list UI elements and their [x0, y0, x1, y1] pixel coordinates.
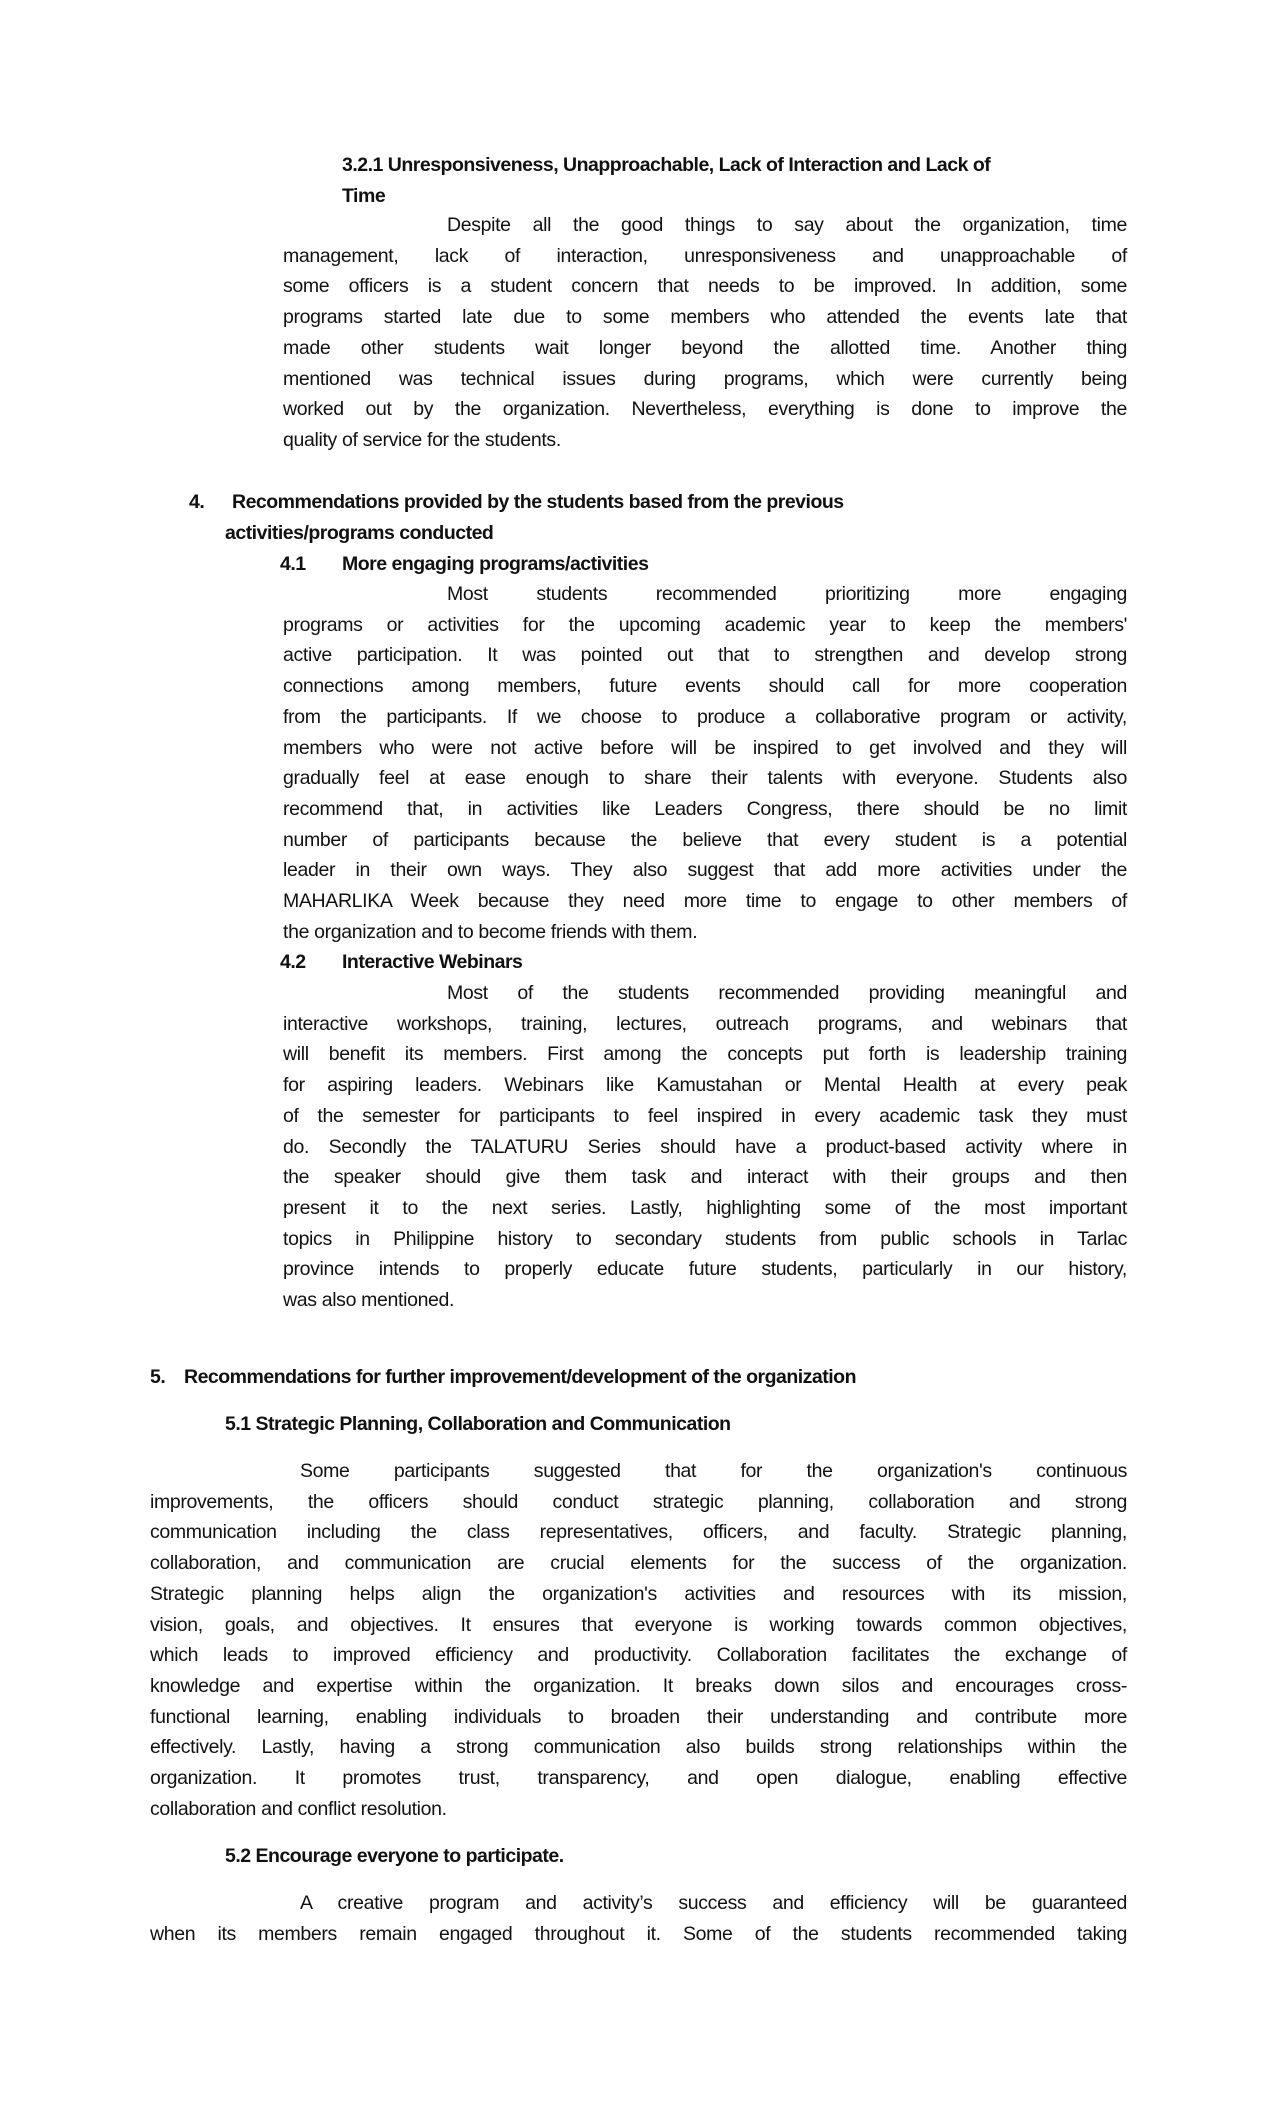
section-number: 5.: [150, 1366, 166, 1388]
paragraph-line: worked out by the organization. Nevertheless, everything is done to improve the: [283, 398, 1127, 421]
heading-line: activities/programs conducted: [225, 521, 494, 544]
section-number: 4.2: [280, 951, 306, 973]
paragraph-line: members who were not active before will be inspired to get involved and they will: [283, 736, 1127, 759]
paragraph-5-2: [150, 1888, 1127, 1949]
section-title: 5.2 Encourage everyone to participate.: [225, 1845, 564, 1867]
paragraph-line: Some participants suggested that for the organization's continuous: [300, 1460, 1127, 1482]
paragraph-line: for aspiring leaders. Webinars like Kamustahan or Mental Health at every peak: [283, 1074, 1127, 1097]
paragraph-line: leader in their own ways. They also suggest that add more activities under the: [283, 859, 1127, 882]
heading-line: Recommendations provided by the students based from the previous: [232, 491, 844, 513]
paragraph-line: made other students wait longer beyond the allotted time. Another thing: [283, 336, 1127, 359]
paragraph-line: number of participants because the believe that every student is a potential: [283, 828, 1127, 851]
paragraph-line: of the semester for participants to feel inspired in every academic task they must: [283, 1104, 1127, 1127]
paragraph-line: mentioned was technical issues during programs, which were currently being: [283, 367, 1127, 390]
paragraph-line: vision, goals, and objectives. It ensures that everyone is working towards common objectives,: [150, 1613, 1127, 1636]
heading-line: Time: [342, 184, 386, 207]
heading-line: 3.2.1 Unresponsiveness, Unapproachable, Lack of Interaction and Lack of: [342, 154, 991, 176]
paragraph-line: programs started late due to some members who attended the events late that: [283, 306, 1127, 329]
paragraph-line: from the participants. If we choose to produce a collaborative program or activity,: [283, 705, 1127, 728]
paragraph-line: MAHARLIKA Week because they need more time to engage to other members of: [283, 890, 1127, 913]
paragraph-line: improvements, the officers should conduct strategic planning, collaboration and strong: [150, 1490, 1127, 1513]
paragraph-line: which leads to improved efficiency and productivity. Collaboration facilitates the exchange of: [150, 1644, 1127, 1667]
paragraph-line: communication including the class representatives, officers, and faculty. Strategic planning,: [150, 1521, 1127, 1544]
paragraph-line: management, lack of interaction, unresponsiveness and unapproachable of: [283, 244, 1127, 267]
section-title: Recommendations for further improvement/development of the organization: [184, 1366, 856, 1388]
paragraph-line: recommend that, in activities like Leaders Congress, there should be no limit: [283, 797, 1127, 820]
paragraph-5-1: [150, 1456, 1127, 1824]
paragraph-line: connections among members, future events should call for more cooperation: [283, 675, 1127, 698]
paragraph-line: some officers is a student concern that needs to be improved. In addition, some: [283, 275, 1127, 298]
paragraph-line: functional learning, enabling individuals to broaden their understanding and contribute more: [150, 1705, 1127, 1728]
section-title: Interactive Webinars: [342, 951, 523, 973]
paragraph-line: province intends to properly educate future students, particularly in our history,: [283, 1258, 1127, 1281]
paragraph-line: was also mentioned.: [283, 1289, 455, 1312]
paragraph-line: Strategic planning helps align the organization's activities and resources with its mission,: [150, 1582, 1127, 1605]
heading-4-2: [280, 947, 522, 978]
heading-3-2-1: [342, 150, 990, 211]
section-number: 4.1: [280, 553, 306, 575]
paragraph-4-1: [283, 579, 1127, 947]
paragraph-line: knowledge and expertise within the organization. It breaks down silos and encourages cross-: [150, 1674, 1127, 1697]
paragraph-line: programs or activities for the upcoming academic year to keep the members': [283, 613, 1127, 636]
heading-4: [189, 487, 1089, 548]
section-title: More engaging programs/activities: [342, 553, 649, 575]
paragraph-line: organization. It promotes trust, transparency, and open dialogue, enabling effective: [150, 1767, 1127, 1790]
paragraph-line: when its members remain engaged throughout it. Some of the students recommended taking: [150, 1922, 1127, 1945]
paragraph-line: quality of service for the students.: [283, 428, 561, 451]
heading-5-2: [225, 1841, 564, 1872]
heading-5-1: [225, 1409, 731, 1440]
section-title: 5.1 Strategic Planning, Collaboration and Communication: [225, 1413, 731, 1435]
heading-5: [150, 1362, 856, 1393]
paragraph-3-2-1: [283, 210, 1127, 456]
paragraph-line: Most students recommended prioritizing more engaging: [447, 583, 1127, 605]
paragraph-line: do. Secondly the TALATURU Series should have a product-based activity where in: [283, 1135, 1127, 1158]
paragraph-line: gradually feel at ease enough to share their talents with everyone. Students also: [283, 767, 1127, 790]
paragraph-line: A creative program and activity’s success and efficiency will be guaranteed: [300, 1892, 1127, 1914]
paragraph-4-2: [283, 978, 1127, 1316]
paragraph-line: interactive workshops, training, lectures, outreach programs, and webinars that: [283, 1012, 1127, 1035]
heading-4-1: [280, 549, 648, 580]
paragraph-line: Most of the students recommended providing meaningful and: [447, 982, 1127, 1004]
paragraph-line: collaboration, and communication are crucial elements for the success of the organization.: [150, 1552, 1127, 1575]
paragraph-line: active participation. It was pointed out that to strengthen and develop strong: [283, 644, 1127, 667]
paragraph-line: present it to the next series. Lastly, highlighting some of the most important: [283, 1196, 1127, 1219]
paragraph-line: will benefit its members. First among the concepts put forth is leadership training: [283, 1043, 1127, 1066]
section-number: 4.: [189, 491, 205, 513]
paragraph-line: effectively. Lastly, having a strong communication also builds strong relationships within the: [150, 1736, 1127, 1759]
paragraph-line: collaboration and conflict resolution.: [150, 1797, 447, 1820]
paragraph-line: topics in Philippine history to secondary students from public schools in Tarlac: [283, 1227, 1127, 1250]
paragraph-line: Despite all the good things to say about the organization, time: [447, 214, 1127, 236]
paragraph-line: the organization and to become friends with them.: [283, 920, 698, 943]
paragraph-line: the speaker should give them task and interact with their groups and then: [283, 1166, 1127, 1189]
